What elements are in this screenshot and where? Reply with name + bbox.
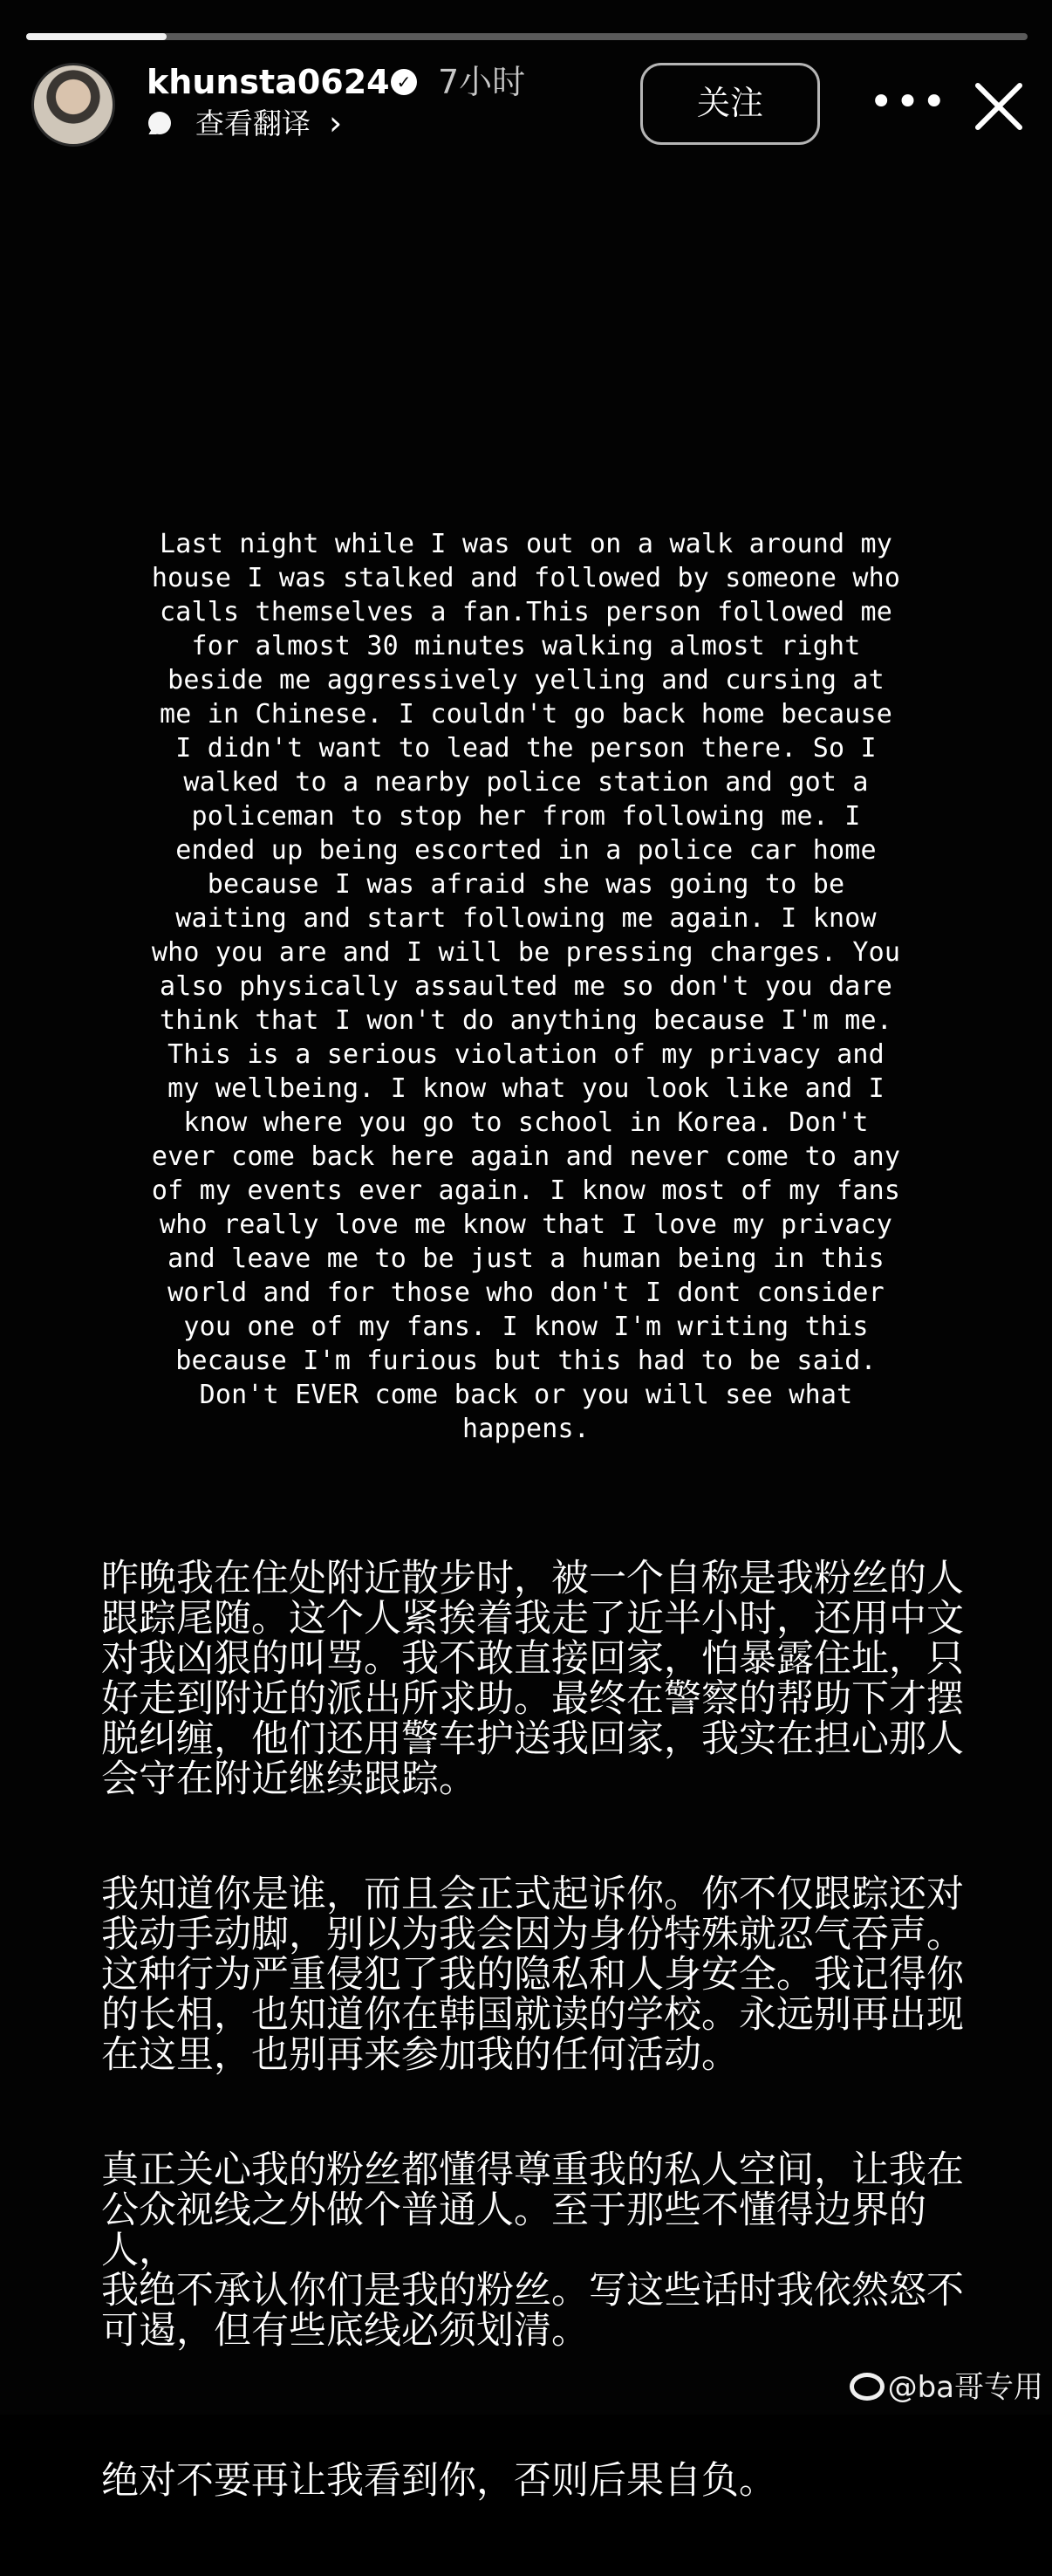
chinese-paragraph: 真正关心我的粉丝都懂得尊重我的私人空间，让我在 公众视线之外做个普通人。至于那些不懂得边界的人， 我绝不承认你们是我的粉丝。写这些话时我依然怒不 可遏，但有些底线必须划清。 [101,2148,964,2353]
post-time: 7小时 [438,63,526,101]
chinese-paragraph: 绝对不要再让我看到你，否则后果自负。 [101,2459,776,2503]
translate-bubble-icon [148,112,171,134]
chinese-paragraph: 我知道你是谁，而且会正式起诉你。你不仅跟踪还对 我动手动脚，别以为我会因为身份特殊就忍气吞声。 这种行为严重侵犯了我的隐私和人身安全。我记得你 的长相，也知道你在韩国就读的学校。永远别再出现 在这里，也别再来参加我的任何活动。 [101,1873,964,2077]
weibo-watermark [850,2368,1043,2407]
more-options-icon[interactable]: ••• [869,78,948,127]
verified-badge-icon: ✓ [391,69,417,95]
watermark-text: @ba哥专用 [887,2370,1043,2405]
follow-button[interactable]: 关注 [640,63,820,145]
english-story-text: Last night while I was out on a walk around my house I was stalked and followed by someone who calls themselves a fan.This person followed me for almost 30 minutes walking almost right beside me aggressively yelling and cursing at me in Chinese. I couldn't go back home because I didn't want to lead the person there. So I walked to a nearby police station and got a policeman to stop her from following me. I ended up being escorted in a police car home because I was afraid she was going to be waiting and start following me again. I know who you are and I will be pressing charges. You also physically assaulted me so don't you dare think that I won't do anything because I'm me. This is a serious violation of my privacy and my wellbeing. I know what you look like and I know where you go to school in Korea. Don't ever come back here again and never come to any of my events ever again. I know most of my fans who really love me know that I love my privacy and leave me to be just a human being in this world and for those who don't I dont consider you one of my fans. I know I'm writing this because I'm furious but this had to be said. Don't EVER come back or you will see what happens. [151,529,901,1444]
avatar[interactable] [31,63,115,147]
chevron-right-icon: › [329,104,343,142]
username[interactable]: khunsta0624 [147,63,390,101]
close-icon[interactable] [970,77,1029,136]
translate-link[interactable]: 查看翻译 [195,106,311,140]
story-progress-track [26,33,1028,40]
chinese-paragraph: 昨晚我在住处附近散步时，被一个自称是我粉丝的人 跟踪尾随。这个人紧挨着我走了近半小时，还用中文 对我凶狠的叫骂。我不敢直接回家，怕暴露住址，只 好走到附近的派出所求助。最终在警察的帮助下才摆 脱纠缠，他们还用警车护送我回家，我实在担心那人 会守在附近继续跟踪。 [101,1557,964,1801]
story-progress-fill [26,33,167,40]
weibo-icon [850,2373,885,2401]
chinese-translation-text [101,1518,982,2576]
